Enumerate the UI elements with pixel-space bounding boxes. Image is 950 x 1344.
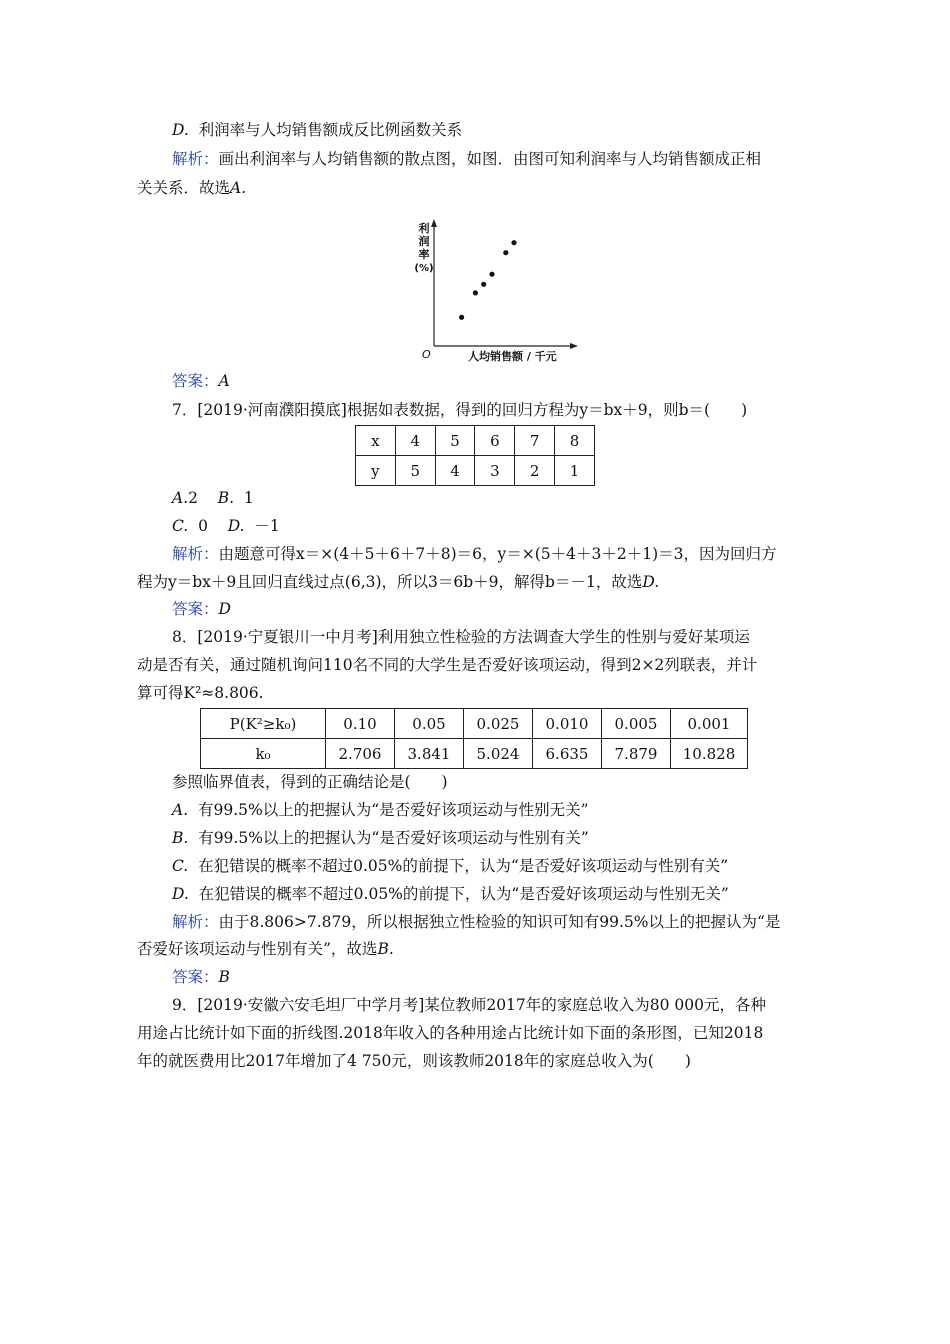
q7-option-b-letter: B. xyxy=(217,489,235,507)
origin-label: O xyxy=(422,348,431,361)
q8-solution-line1 xyxy=(172,911,780,933)
table-cell: 6.635 xyxy=(533,739,602,769)
table-cell: 3.841 xyxy=(395,739,464,769)
x-axis-arrow xyxy=(570,343,578,349)
table-cell: 0.025 xyxy=(464,709,533,739)
q8-stem-line2: 动是否有关，通过随机询问110名不同的大学生是否爱好该项运动，得到2×2列联表，并计 xyxy=(137,656,758,674)
q8-option-a-text: 有99.5%以上的把握认为“是否爱好该项运动与性别无关” xyxy=(197,801,589,819)
table-cell: 0.005 xyxy=(602,709,671,739)
q8-solution-choice: B. xyxy=(377,940,394,958)
q8-solution-text2: 否爱好该项运动与性别有关”，故选 xyxy=(137,940,378,958)
table-row xyxy=(201,739,748,769)
q7-options-cd xyxy=(172,515,280,537)
scatter-point xyxy=(503,250,508,255)
table-cell: 1 xyxy=(555,456,595,486)
table-cell: 0.05 xyxy=(395,709,464,739)
y-axis-label-2: 润 xyxy=(418,235,430,248)
q7-option-c-value: 0 xyxy=(198,517,208,535)
q8-stem-line3: 算可得K²≈8.806. xyxy=(137,684,264,702)
q8-option-d-text: 在犯错误的概率不超过0.05%的前提下，认为“是否爱好该项运动与性别无关” xyxy=(198,885,729,903)
table-cell: 5 xyxy=(395,456,435,486)
table-cell: 5 xyxy=(435,426,475,456)
q8-option-c-text: 在犯错误的概率不超过0.05%的前提下，认为“是否爱好该项运动与性别有关” xyxy=(198,857,729,875)
q6-answer-label: 答案： xyxy=(172,372,219,390)
q6-option-d-text: 利润率与人均销售额成反比例函数关系 xyxy=(198,121,463,139)
y-axis-label-1: 利 xyxy=(418,222,430,235)
q6-solution-label: 解析： xyxy=(172,150,219,168)
q8-answer-label: 答案： xyxy=(172,968,219,986)
scatter-point xyxy=(481,282,486,287)
table-cell: 2.706 xyxy=(326,739,395,769)
q7-solution-line2 xyxy=(137,571,659,593)
q7-answer xyxy=(172,598,231,620)
y-axis-label xyxy=(414,221,433,274)
y-axis-label-3: 率 xyxy=(418,248,430,261)
table-cell: 7.879 xyxy=(602,739,671,769)
q8-option-d-letter: D. xyxy=(172,885,189,903)
q7-option-b-value: 1 xyxy=(243,489,254,507)
q7-option-d-letter: D. xyxy=(227,517,245,535)
q8-option-b-text: 有99.5%以上的把握认为“是否爱好该项运动与性别有关” xyxy=(198,829,589,847)
table-cell: 0.010 xyxy=(533,709,602,739)
q7-data-table xyxy=(355,425,595,486)
q7-stem: 7．[2019·河南濮阳摸底]根据如表数据，得到的回归方程为y＝bx＋9，则b＝( ) xyxy=(172,401,748,419)
table-cell: 0.001 xyxy=(671,709,748,739)
q6-solution-text2: 关关系．故选 xyxy=(137,179,231,197)
q6-option-d-letter: D. xyxy=(172,121,189,139)
q6-solution-line2 xyxy=(137,177,246,199)
scatter-point xyxy=(473,290,478,295)
scatter-point xyxy=(511,240,516,245)
q7-solution-label: 解析： xyxy=(172,545,219,563)
x-axis-label: 人均销售额 / 千元 xyxy=(468,350,557,363)
q8-answer xyxy=(172,966,230,988)
table-cell: 4 xyxy=(435,456,475,486)
table-row xyxy=(356,426,595,456)
q8-answer-value: B xyxy=(218,968,230,986)
q7-option-d-value: －1 xyxy=(254,517,280,535)
q6-option-d xyxy=(172,119,462,141)
scatter-points xyxy=(459,240,517,320)
q8-option-c-letter: C. xyxy=(172,857,189,875)
q8-option-b xyxy=(172,827,589,849)
q6-answer-value: A xyxy=(218,372,230,390)
table-cell: k₀ xyxy=(201,739,326,769)
table-row xyxy=(356,456,595,486)
q7-solution-choice: D. xyxy=(642,573,660,591)
table-cell: P(K²≥k₀) xyxy=(201,709,326,739)
table-cell: y xyxy=(356,456,396,486)
q7-options-ab xyxy=(172,487,254,509)
table-cell: 2 xyxy=(515,456,555,486)
table-cell: 4 xyxy=(395,426,435,456)
y-axis-arrow xyxy=(431,219,437,227)
q9-stem-line1: 9．[2019·安徽六安毛坦厂中学月考]某位教师2017年的家庭总收入为80 000元，各种 xyxy=(172,996,767,1014)
table-cell: 7 xyxy=(515,426,555,456)
q6-solution-line1 xyxy=(172,148,761,170)
q7-option-a-value: 2 xyxy=(188,489,198,507)
q9-stem-line3: 年的就医费用比2017年增加了4 750元，则该教师2018年的家庭总收入为( ) xyxy=(137,1052,691,1070)
y-axis-label-4: (%) xyxy=(414,263,434,274)
table-cell: 6 xyxy=(475,426,515,456)
q8-critical-value-table xyxy=(200,708,748,769)
table-cell: 3 xyxy=(475,456,515,486)
q7-solution-text2: 程为y＝bx＋9且回归直线过点(6,3)，所以3＝6b＋9，解得b＝－1，故选 xyxy=(137,573,643,591)
q8-prompt: 参照临界值表，得到的正确结论是( ) xyxy=(172,773,448,791)
scatter-point xyxy=(459,315,464,320)
table-cell: 8 xyxy=(555,426,595,456)
q8-option-a-letter: A. xyxy=(172,801,189,819)
q8-option-a xyxy=(172,799,589,821)
q6-answer xyxy=(172,370,230,392)
q6-solution-text1: 画出利润率与人均销售额的散点图，如图．由图可知利润率与人均销售额成正相 xyxy=(218,150,762,168)
q8-option-c xyxy=(172,855,728,877)
q7-option-a-letter: A. xyxy=(172,489,189,507)
q8-stem-line1: 8．[2019·宁夏银川一中月考]利用独立性检验的方法调查大学生的性别与爱好某项运 xyxy=(172,628,750,646)
scatter-point xyxy=(489,272,494,277)
q8-option-b-letter: B. xyxy=(172,829,189,847)
q7-answer-value: D xyxy=(218,600,231,618)
q8-solution-text1: 由于8.806>7.879，所以根据独立性检验的知识可知有99.5%以上的把握认为“是 xyxy=(218,913,781,931)
table-cell: 0.10 xyxy=(326,709,395,739)
table-cell: x xyxy=(356,426,396,456)
q7-solution-line1 xyxy=(172,543,777,565)
q9-stem-line2: 用途占比统计如下面的折线图.2018年收入的各种用途占比统计如下面的条形图，已知2018 xyxy=(137,1024,764,1042)
q8-solution-label: 解析： xyxy=(172,913,219,931)
q7-option-c-letter: C. xyxy=(172,517,189,535)
table-row xyxy=(201,709,748,739)
q8-solution-line2 xyxy=(137,938,394,960)
q7-solution-text1: 由题意可得x＝×(4＋5＋6＋7＋8)＝6，y＝×(5＋4＋3＋2＋1)＝3，因为回归方 xyxy=(218,545,777,563)
table-cell: 5.024 xyxy=(464,739,533,769)
scatter-plot xyxy=(410,218,590,366)
table-cell: 10.828 xyxy=(671,739,748,769)
q8-option-d xyxy=(172,883,729,905)
q6-solution-choice: A. xyxy=(230,179,247,197)
q7-answer-label: 答案： xyxy=(172,600,219,618)
